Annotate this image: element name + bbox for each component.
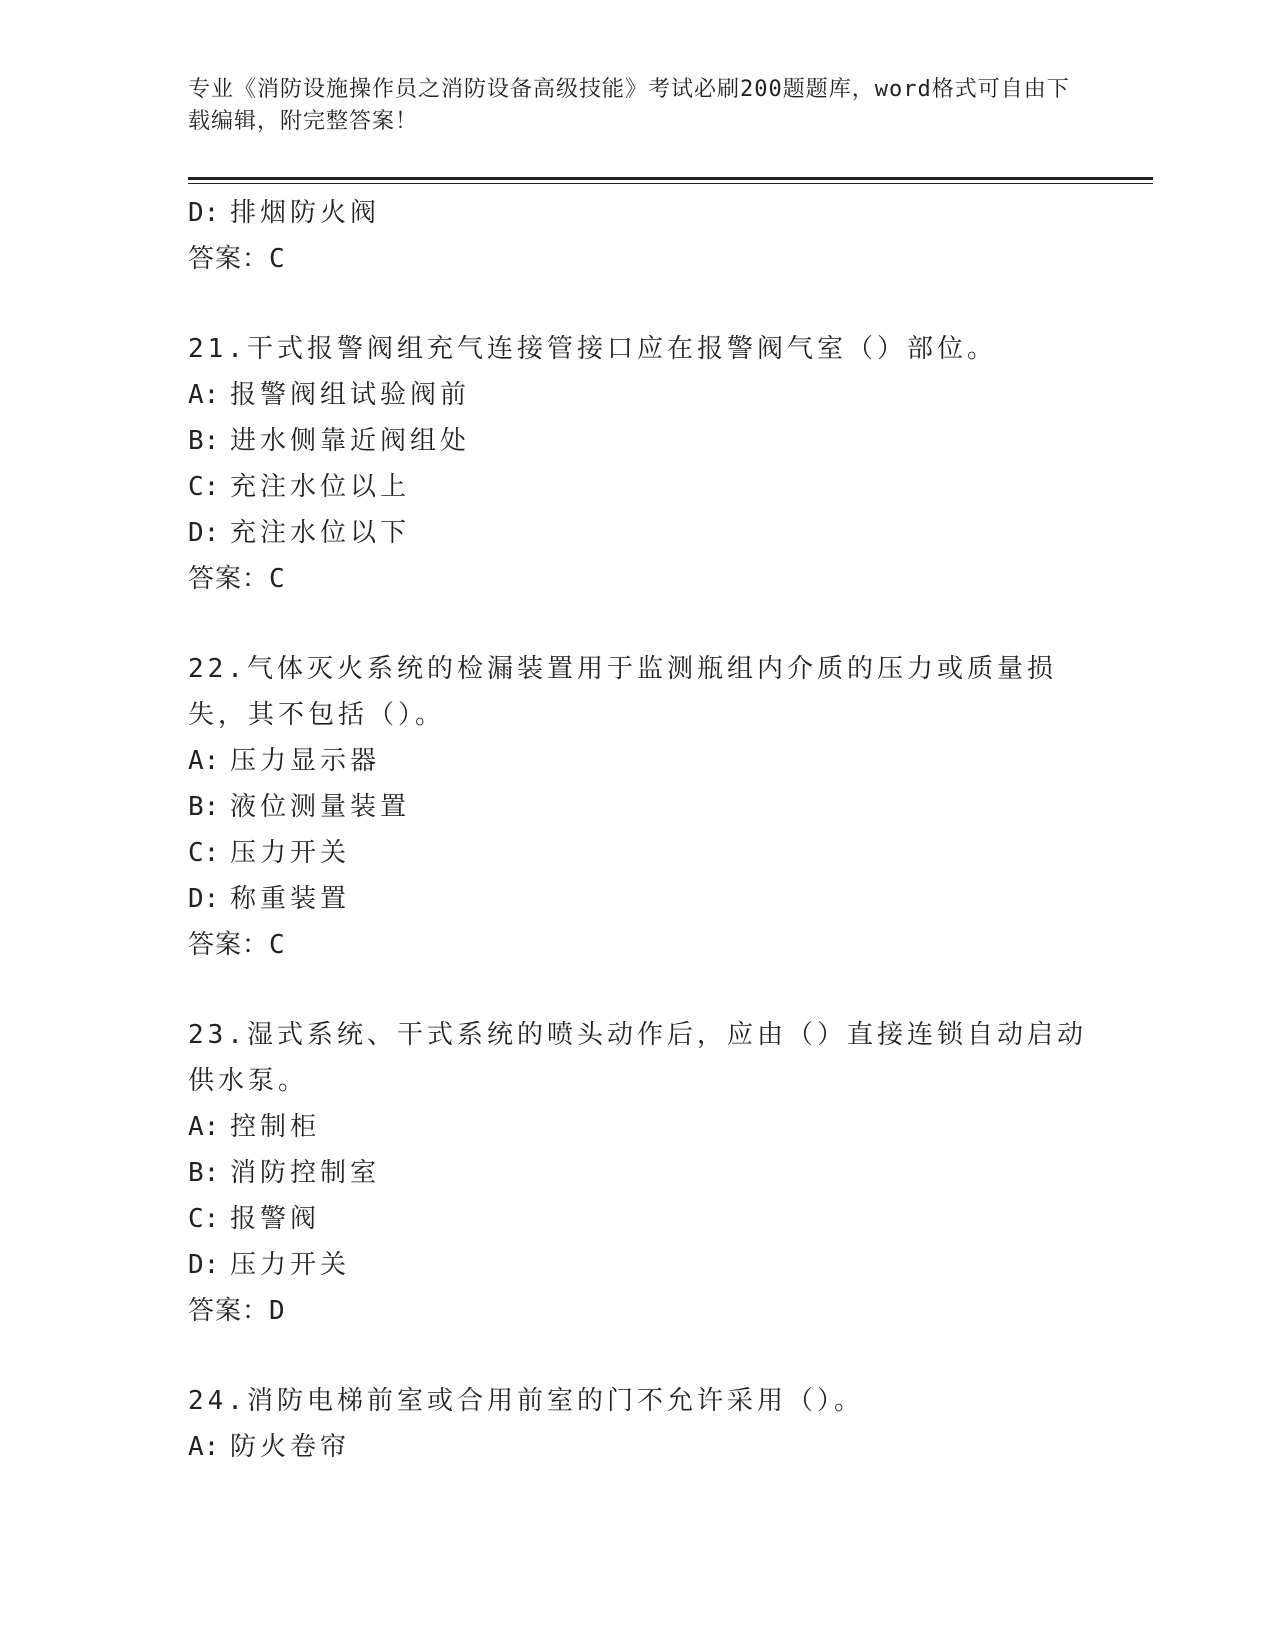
option-a [188,372,1093,418]
header-rule-thick [188,177,1153,180]
spacer [188,1334,1093,1378]
option-text: 液位测量装置 [230,792,411,822]
option-text: 进水侧靠近阀组处 [230,426,471,456]
document-header: 专业《消防设施操作员之消防设备高级技能》考试必刷200题题库，word格式可自由下载编辑，附完整答案！ [188,77,1070,134]
spacer [188,602,1093,646]
option-letter: B: [188,792,220,822]
question-stem-24: 24.消防电梯前室或合用前室的门不允许采用（）。 [188,1386,864,1416]
option-d [188,1242,1093,1288]
option-text: 控制柜 [230,1112,321,1142]
answer-23: 答案：D [188,1296,286,1326]
answer-21: 答案：C [188,564,286,594]
answer-22: 答案：C [188,930,286,960]
option-text: 报警阀组试验阀前 [230,380,471,410]
option-text: 报警阀 [230,1204,321,1234]
option-b [188,418,1093,464]
question-stem-22: 22.气体灭火系统的检漏装置用于监测瓶组内介质的压力或质量损失，其不包括（）。 [188,654,1057,730]
option-text: 压力开关 [230,838,351,868]
option-a [188,1424,1093,1470]
question-stem-23: 23.湿式系统、干式系统的喷头动作后，应由（）直接连锁自动启动供水泵。 [188,1020,1087,1096]
option-letter: D: [188,1250,220,1280]
option-letter: D: [188,518,220,548]
option-letter: C: [188,1204,220,1234]
option-d [188,876,1093,922]
option-letter: D: [188,884,220,914]
option-text: 压力显示器 [230,746,381,776]
option-letter: A: [188,380,220,410]
option-c [188,464,1093,510]
option-letter: C: [188,838,220,868]
option-letter: A: [188,746,220,776]
option-letter: D: [188,198,220,228]
option-b [188,784,1093,830]
option-text: 充注水位以上 [230,472,411,502]
option-text: 防火卷帘 [230,1432,351,1462]
option-letter: A: [188,1112,220,1142]
option-text: 充注水位以下 [230,518,411,548]
option-b [188,1150,1093,1196]
option-text: 称重装置 [230,884,351,914]
question-list [188,190,1093,1470]
option-letter: B: [188,1158,220,1188]
option-text: 消防控制室 [230,1158,381,1188]
option-letter: B: [188,426,220,456]
option-a [188,1104,1093,1150]
spacer [188,282,1093,326]
option-letter: A: [188,1432,220,1462]
option-text: 排烟防火阀 [230,198,381,228]
option-a [188,738,1093,784]
header-rule-thin [188,183,1153,184]
option-letter: C: [188,472,220,502]
question-stem-21: 21.干式报警阀组充气连接管接口应在报警阀气室（）部位。 [188,334,997,364]
option-c [188,1196,1093,1242]
prev-answer: 答案：C [188,244,286,274]
option-text: 压力开关 [230,1250,351,1280]
spacer [188,968,1093,1012]
option-d [188,510,1093,556]
prev-option-d [188,190,1093,236]
option-c [188,830,1093,876]
